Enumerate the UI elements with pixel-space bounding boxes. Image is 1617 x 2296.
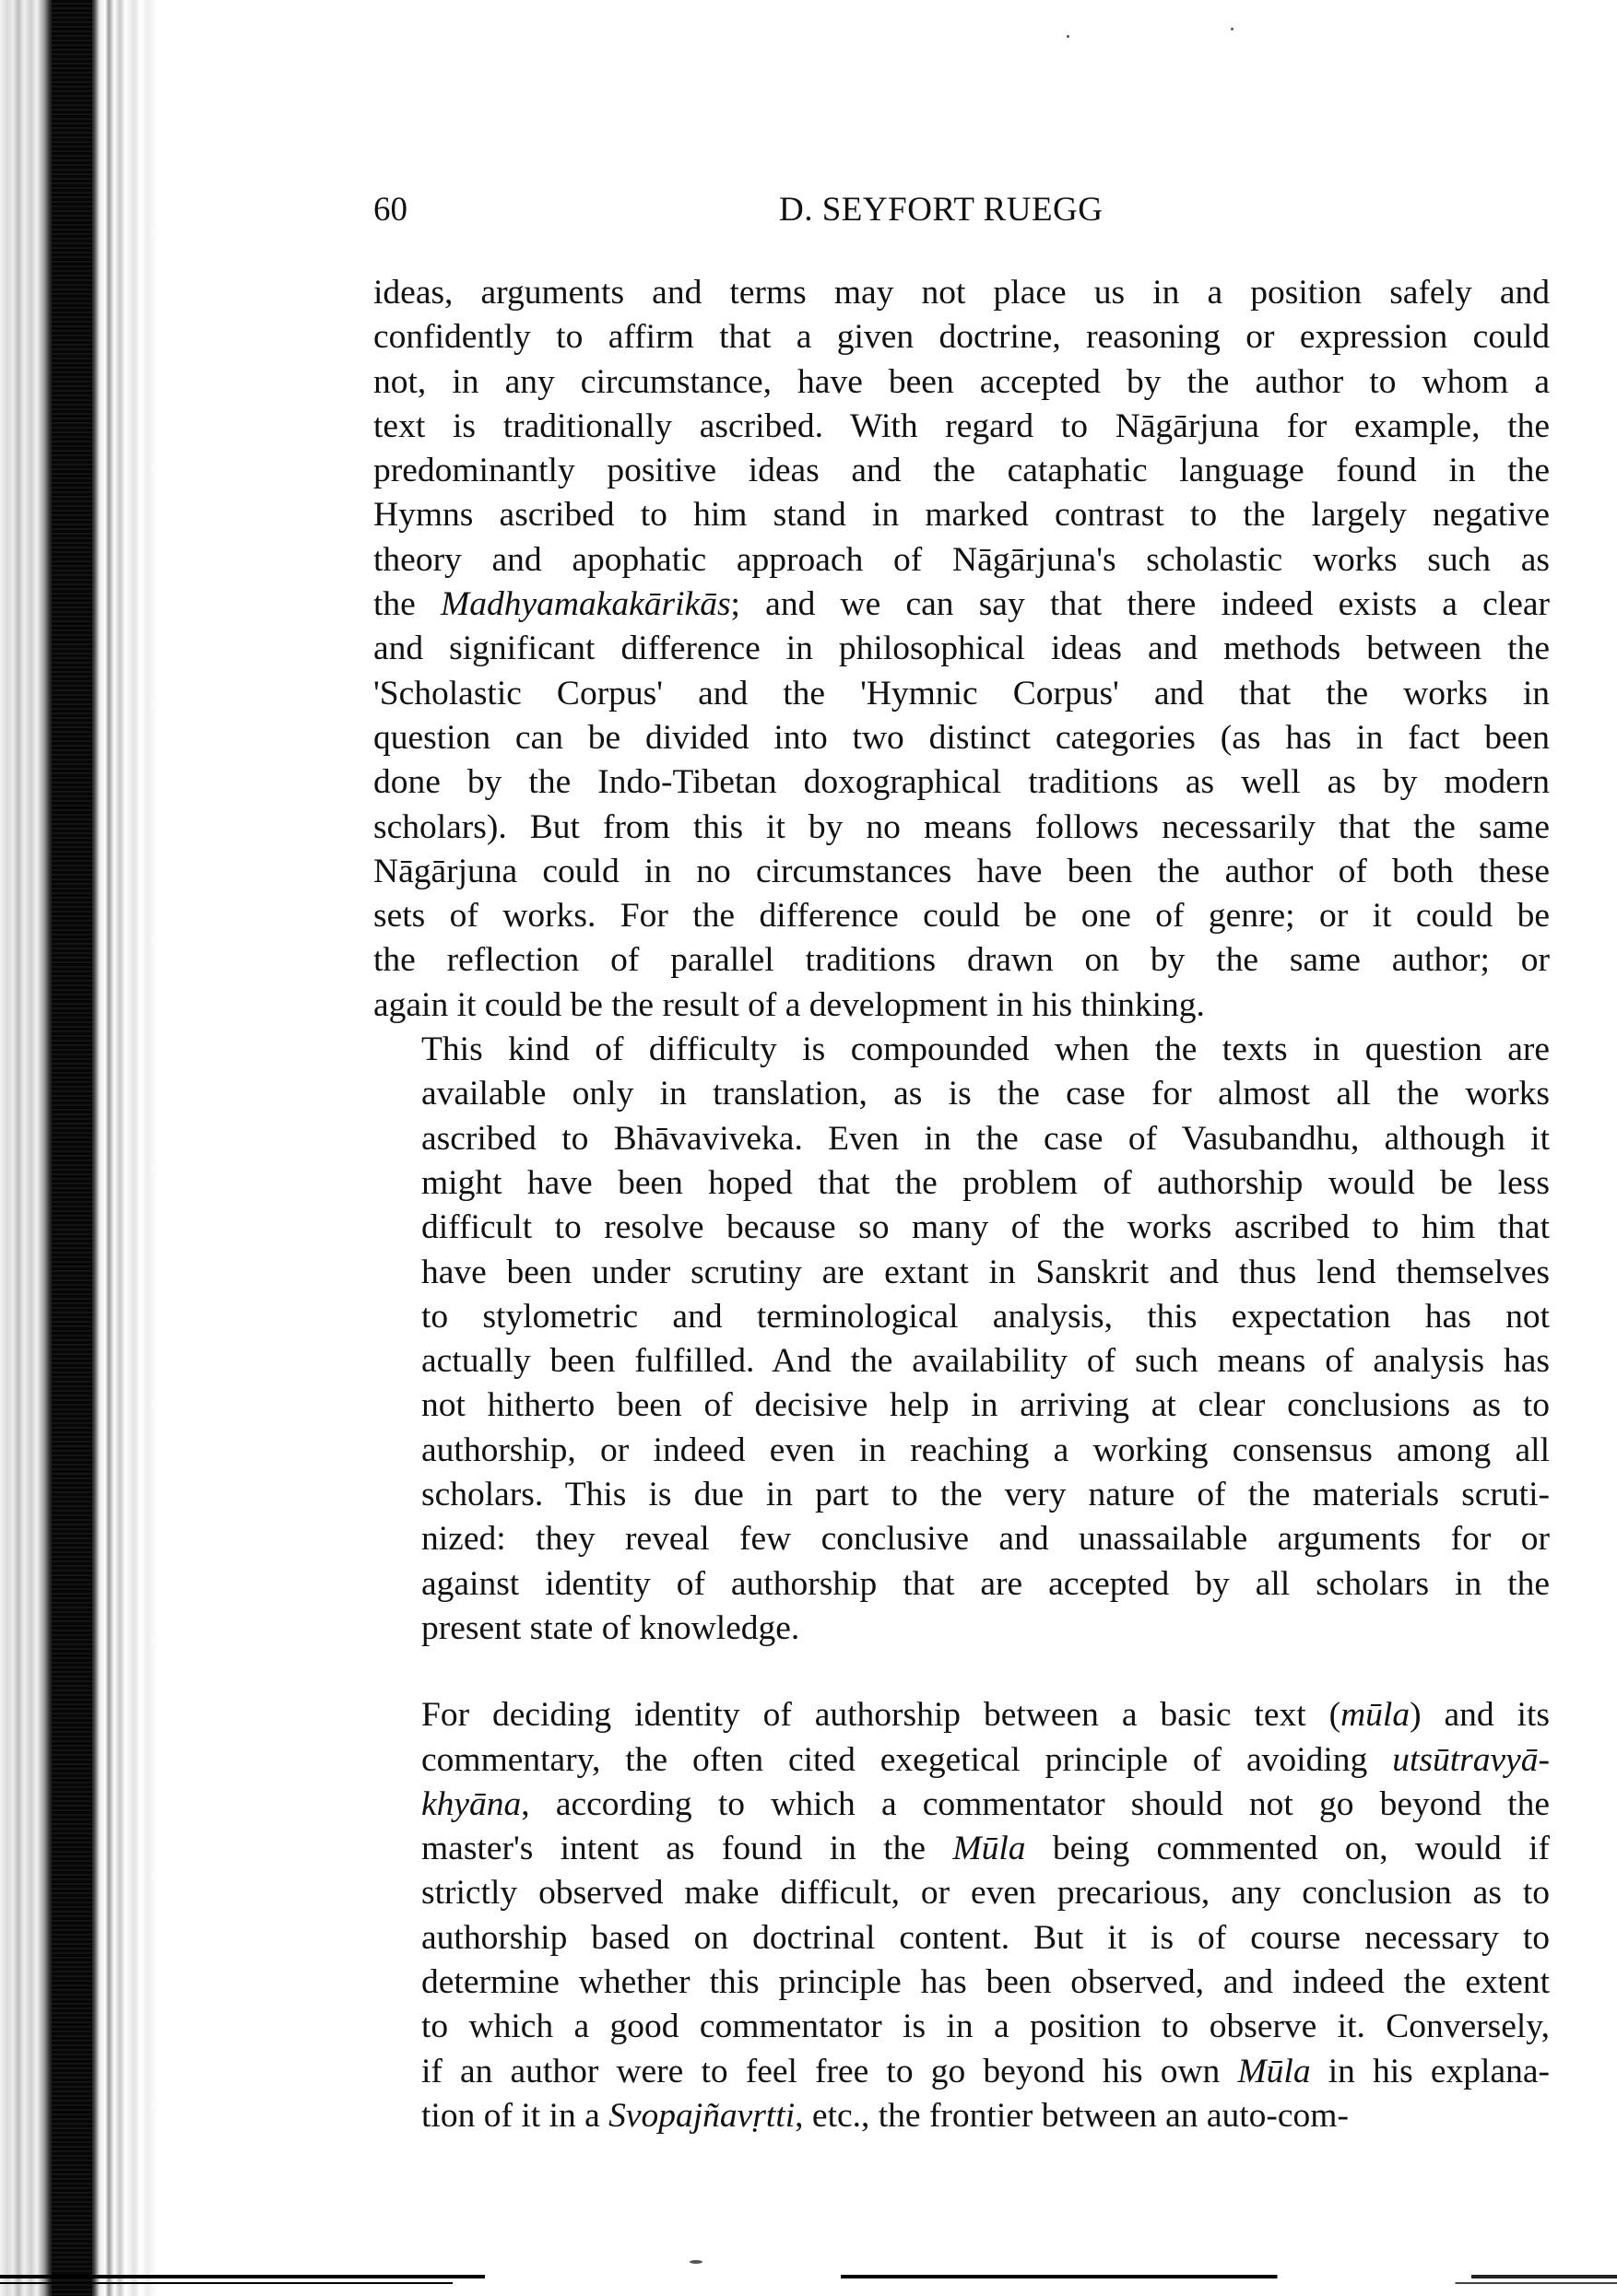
scan-speck xyxy=(1067,35,1069,38)
text-line: theory and apophatic approach of Nāgārjuna's scholastic works such as xyxy=(373,540,1550,579)
scan-speck xyxy=(1231,28,1233,30)
text-line: 'Scholastic Corpus' and the 'Hymnic Corpus' and that the works in xyxy=(373,674,1550,712)
text-line: scholars. This is due in part to the very nature of the materials scruti- xyxy=(421,1476,1550,1514)
body-text xyxy=(373,271,1550,2138)
text-line: Nāgārjuna could in no circumstances have been the author of both these xyxy=(373,852,1550,890)
text-line: ascribed to Bhāvaviveka. Even in the case of Vasubandhu, although it xyxy=(421,1119,1550,1158)
text-line: khyāna, according to which a commentator should not go beyond the xyxy=(421,1784,1550,1823)
text-line: not, in any circumstance, have been accepted by the author to whom a xyxy=(373,362,1550,401)
text-line: to which a good commentator is in a position to observe it. Conversely, xyxy=(421,2008,1550,2046)
page-header xyxy=(373,190,1553,236)
text-line: difficult to resolve because so many of the works ascribed to him that xyxy=(421,1208,1550,1247)
text-line: determine whether this principle has been observed, and indeed the extent xyxy=(421,1962,1550,2001)
book-gutter xyxy=(52,0,92,2296)
text-line: sets of works. For the difference could be one of genre; or it could be xyxy=(373,897,1550,936)
text-line: if an author were to feel free to go beyond his own Mūla in his explana- xyxy=(421,2052,1550,2090)
text-line: might have been hoped that the problem of authorship would be less xyxy=(421,1163,1550,1202)
paragraph xyxy=(373,271,1550,1028)
text-line: scholars). But from this it by no means follows necessarily that the same xyxy=(373,807,1550,846)
text-line: For deciding identity of authorship between a basic text (mūla) and its xyxy=(421,1696,1550,1735)
text-line: predominantly positive ideas and the cataphatic language found in the xyxy=(373,452,1550,490)
scan-edge-bottom-thin xyxy=(0,2282,1617,2284)
text-line: the reflection of parallel traditions drawn on by the same author; or xyxy=(373,941,1550,980)
text-line: again it could be the result of a development in his thinking. xyxy=(373,985,1205,1024)
text-line: question can be divided into two distinct categories (as has in fact been xyxy=(373,718,1550,757)
text-line: and significant difference in philosophical ideas and methods between the xyxy=(373,630,1550,668)
text-line: This kind of difficulty is compounded when the texts in question are xyxy=(421,1030,1550,1069)
text-line: present state of knowledge. xyxy=(421,1608,800,1647)
text-line: authorship based on doctrinal content. But it is of course necessary to xyxy=(421,1918,1550,1957)
text-line: master's intent as found in the Mūla being commented on, would if xyxy=(421,1830,1550,1868)
text-line: text is traditionally ascribed. With regard to Nāgārjuna for example, the xyxy=(373,406,1550,445)
text-line: strictly observed make difficult, or even precarious, any conclusion as to xyxy=(421,1874,1550,1913)
scan-edge-bottom xyxy=(0,2275,1617,2278)
text-line: done by the Indo-Tibetan doxographical traditions as well as by modern xyxy=(373,763,1550,802)
text-line: the Madhyamakakārikās; and we can say that there indeed exists a clear xyxy=(373,585,1550,624)
scan-smudge xyxy=(690,2260,702,2264)
text-line: actually been fulfilled. And the availability of such means of analysis has xyxy=(421,1342,1550,1381)
text-line: authorship, or indeed even in reaching a working consensus among all xyxy=(421,1431,1550,1469)
text-line: commentary, the often cited exegetical principle of avoiding utsūtravyā- xyxy=(421,1740,1550,1779)
paragraph xyxy=(373,1028,1550,1651)
text-line: tion of it in a Svopajñavṛtti, etc., the frontier between an auto-com- xyxy=(421,2096,1349,2135)
text-line: nized: they reveal few conclusive and unassailable arguments for or xyxy=(421,1520,1550,1559)
text-line: to stylometric and terminological analysis, this expectation has not xyxy=(421,1297,1550,1336)
text-line: not hitherto been of decisive help in arriving at clear conclusions as to xyxy=(421,1386,1550,1425)
text-line: against identity of authorship that are accepted by all scholars in the xyxy=(421,1564,1550,1603)
running-head: D. SEYFORT RUEGG xyxy=(779,191,1104,229)
text-line: available only in translation, as is the case for almost all the works xyxy=(421,1075,1550,1113)
text-line: have been under scrutiny are extant in Sanskrit and thus lend themselves xyxy=(421,1253,1550,1291)
text-line: Hymns ascribed to him stand in marked contrast to the largely negative xyxy=(373,496,1550,535)
page-number: 60 xyxy=(373,191,407,229)
text-line: confidently to affirm that a given doctrine, reasoning or expression could xyxy=(373,318,1550,357)
text-line: ideas, arguments and terms may not place us in a position safely and xyxy=(373,274,1550,312)
paragraph xyxy=(373,1693,1550,2138)
